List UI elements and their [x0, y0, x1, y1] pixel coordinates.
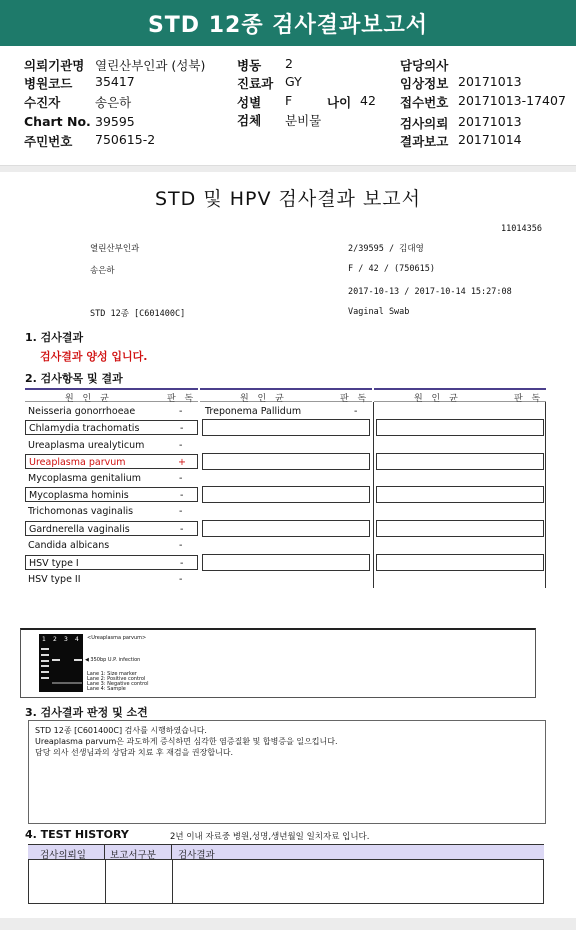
empty-cell [202, 554, 370, 571]
section-result-title: 1. 검사결과 [25, 331, 84, 344]
item-result: - [179, 406, 183, 417]
report-chart-doctor: 2/39595 / 김대영 [348, 244, 424, 254]
col-divider-left [373, 402, 374, 588]
opinion-line: Ureaplasma parvum은 과도하게 증식하면 심각한 염증질환 및 합병증을 일으킵니다. [35, 737, 338, 746]
ladder-band [41, 677, 49, 679]
items-header-col3 [374, 388, 546, 402]
header-label-sex: 성별 [237, 95, 262, 110]
gel-image [39, 634, 83, 692]
item-result: - [354, 406, 358, 417]
col-divider-right [545, 402, 546, 588]
lane-number: 1 [42, 636, 46, 643]
empty-cell [376, 486, 544, 503]
report-patient: 송은하 [90, 266, 115, 276]
gel-legend-line: Lane 4: Sample [87, 686, 126, 692]
report-dates: 2017-10-13 / 2017-10-14 15:27:08 [348, 287, 512, 297]
ladder-band [41, 660, 49, 662]
item-name: Neisseria gonorrhoeae [28, 406, 136, 417]
lane-number: 4 [75, 636, 79, 643]
header-value-patient: 송은하 [95, 95, 132, 110]
header-value-ward: 2 [285, 56, 293, 71]
gel-image-panel [20, 628, 536, 698]
history-table-header [28, 844, 544, 860]
empty-cell [202, 419, 370, 436]
gel-title: <Ureaplasma parvum> [87, 635, 147, 641]
header-label-patient: 수진자 [24, 95, 61, 110]
primer-band [52, 682, 82, 684]
item-name: Ureaplasma urealyticum [28, 440, 145, 451]
item-row [25, 438, 198, 453]
item-result: - [180, 558, 184, 569]
item-name: Chlamydia trachomatis [29, 423, 140, 434]
opinion-line: STD 12종 [C601400C] 검사를 시행하였습니다. [35, 726, 207, 735]
empty-cell [376, 419, 544, 436]
item-result: - [179, 440, 183, 451]
empty-cell [202, 453, 370, 470]
header-label-request-date: 검사의뢰 [400, 116, 449, 131]
header-label-resident-no: 주민번호 [24, 134, 73, 149]
header-value-clinical-info: 20171013 [458, 74, 522, 89]
header-label-doctor: 담당의사 [400, 58, 449, 73]
item-name: HSV type II [28, 574, 81, 585]
report-title: STD 및 HPV 검사결과 보고서 [154, 188, 422, 210]
col3-pathogen-header: 원 인 균 [414, 394, 461, 404]
items-header-col1 [25, 388, 198, 402]
report-test-code: STD 12종 [C601400C] [90, 309, 186, 319]
history-col-divider [105, 860, 106, 904]
ladder-band [41, 654, 49, 656]
header-label-ward: 병동 [237, 58, 262, 73]
empty-cell [376, 520, 544, 537]
item-name: Mycoplasma genitalium [28, 473, 142, 484]
report-number: 11014356 [501, 224, 542, 234]
history-col-request-date: 검사의뢰일 [40, 850, 86, 861]
col2-pathogen-header: 원 인 균 [240, 394, 287, 404]
section-items-title: 2. 검사항목 및 결과 [25, 372, 123, 385]
header-value-receipt-no: 20171013-17407 [458, 93, 566, 108]
empty-cell [376, 453, 544, 470]
header-value-chart-no: 39595 [95, 114, 135, 129]
item-row [25, 420, 198, 435]
item-name: Mycoplasma hominis [29, 490, 129, 501]
positive-control-band [52, 659, 60, 661]
report-specimen: Vaginal Swab [348, 307, 410, 317]
item-row-positive [25, 454, 198, 469]
col3-judgement-header: 판 독 [514, 394, 544, 404]
gel-legend-line: Lane 1: Size marker [87, 671, 137, 677]
header-value-report-date: 20171014 [458, 132, 522, 147]
header-value-hospital: 열린산부인과 (성북) [95, 58, 206, 73]
header-value-resident-no: 750615-2 [95, 132, 156, 147]
empty-cell [376, 554, 544, 571]
header-value-sex: F [285, 93, 293, 108]
history-col-divider [172, 860, 173, 904]
item-result: - [180, 423, 184, 434]
item-row [25, 404, 198, 419]
header-value-age: 42 [360, 93, 376, 108]
item-result: - [179, 506, 183, 517]
header-label-report-date: 결과보고 [400, 134, 449, 149]
col1-judgement-header: 판 독 [167, 394, 197, 404]
item-row [25, 572, 198, 587]
header-label-chart-no: Chart No. [24, 114, 91, 129]
opinion-line: 담당 의사 선생님과의 상담과 치료 후 재검을 권장합니다. [35, 748, 234, 757]
lane-number: 2 [53, 636, 57, 643]
item-name: Ureaplasma parvum [29, 457, 126, 468]
header-label-specimen: 검체 [237, 113, 262, 128]
ladder-band [41, 671, 49, 673]
report-title-bar: STD 12종 검사결과보고서 [0, 0, 576, 46]
ladder-band [41, 665, 49, 667]
result-summary: 검사결과 양성 입니다. [40, 350, 148, 363]
item-name: Candida albicans [28, 540, 110, 551]
header-value-request-date: 20171013 [458, 114, 522, 129]
item-name: Gardnerella vaginalis [29, 524, 130, 535]
gel-legend-line: Lane 3: Negative control [87, 681, 149, 687]
item-row [25, 555, 198, 570]
col1-pathogen-header: 원 인 균 [65, 394, 112, 404]
item-result: + [178, 457, 186, 468]
header-label-hospital-code: 병원코드 [24, 76, 73, 91]
section-interp-title: 3. 검사결과 판정 및 소견 [25, 706, 148, 719]
gel-legend-line: Lane 2: Positive control [87, 676, 146, 682]
history-header-divider [171, 844, 172, 860]
history-col-result: 검사결과 [178, 850, 215, 861]
item-row [25, 471, 198, 486]
header-value-hospital-code: 35417 [95, 74, 135, 89]
header-label-receipt-no: 접수번호 [400, 95, 449, 110]
item-row [25, 521, 198, 536]
item-name: Treponema Pallidum [205, 406, 302, 417]
patient-header [0, 46, 576, 166]
item-result: - [180, 490, 184, 501]
opinion-box [28, 720, 546, 824]
item-result: - [179, 473, 183, 484]
item-row [25, 487, 198, 502]
ladder-band [41, 648, 49, 650]
item-row [200, 404, 372, 419]
report-hospital: 열린산부인과 [90, 244, 140, 254]
item-row [25, 504, 198, 519]
report-sex-age: F / 42 / (750615) [348, 264, 435, 274]
header-value-specimen: 분비물 [285, 113, 322, 128]
item-name: HSV type I [29, 558, 79, 569]
history-note: 2년 이내 자료중 병원,성명,생년월일 일치자료 입니다. [170, 832, 370, 842]
item-result: - [179, 574, 183, 585]
header-value-department: GY [285, 74, 302, 89]
history-table-body [28, 860, 544, 904]
lane-number: 3 [64, 636, 68, 643]
header-label-clinical-info: 임상정보 [400, 76, 449, 91]
history-header-divider [104, 844, 105, 860]
history-col-report-type: 보고서구분 [110, 850, 156, 861]
header-label-department: 진료과 [237, 76, 274, 91]
item-result: - [180, 524, 184, 535]
section-history-title: 4. TEST HISTORY [25, 828, 129, 841]
col2-judgement-header: 판 독 [340, 394, 370, 404]
item-result: - [179, 540, 183, 551]
header-label-age: 나이 [327, 95, 352, 110]
items-header-col2 [200, 388, 372, 402]
item-row [25, 538, 198, 553]
report-page [0, 172, 576, 918]
header-label-hospital: 의뢰기관명 [24, 58, 85, 73]
sample-band [74, 659, 82, 661]
gel-band-label: ◀ 350bp U.P. infection [85, 657, 141, 663]
item-name: Trichomonas vaginalis [28, 506, 134, 517]
empty-cell [202, 486, 370, 503]
empty-cell [202, 520, 370, 537]
